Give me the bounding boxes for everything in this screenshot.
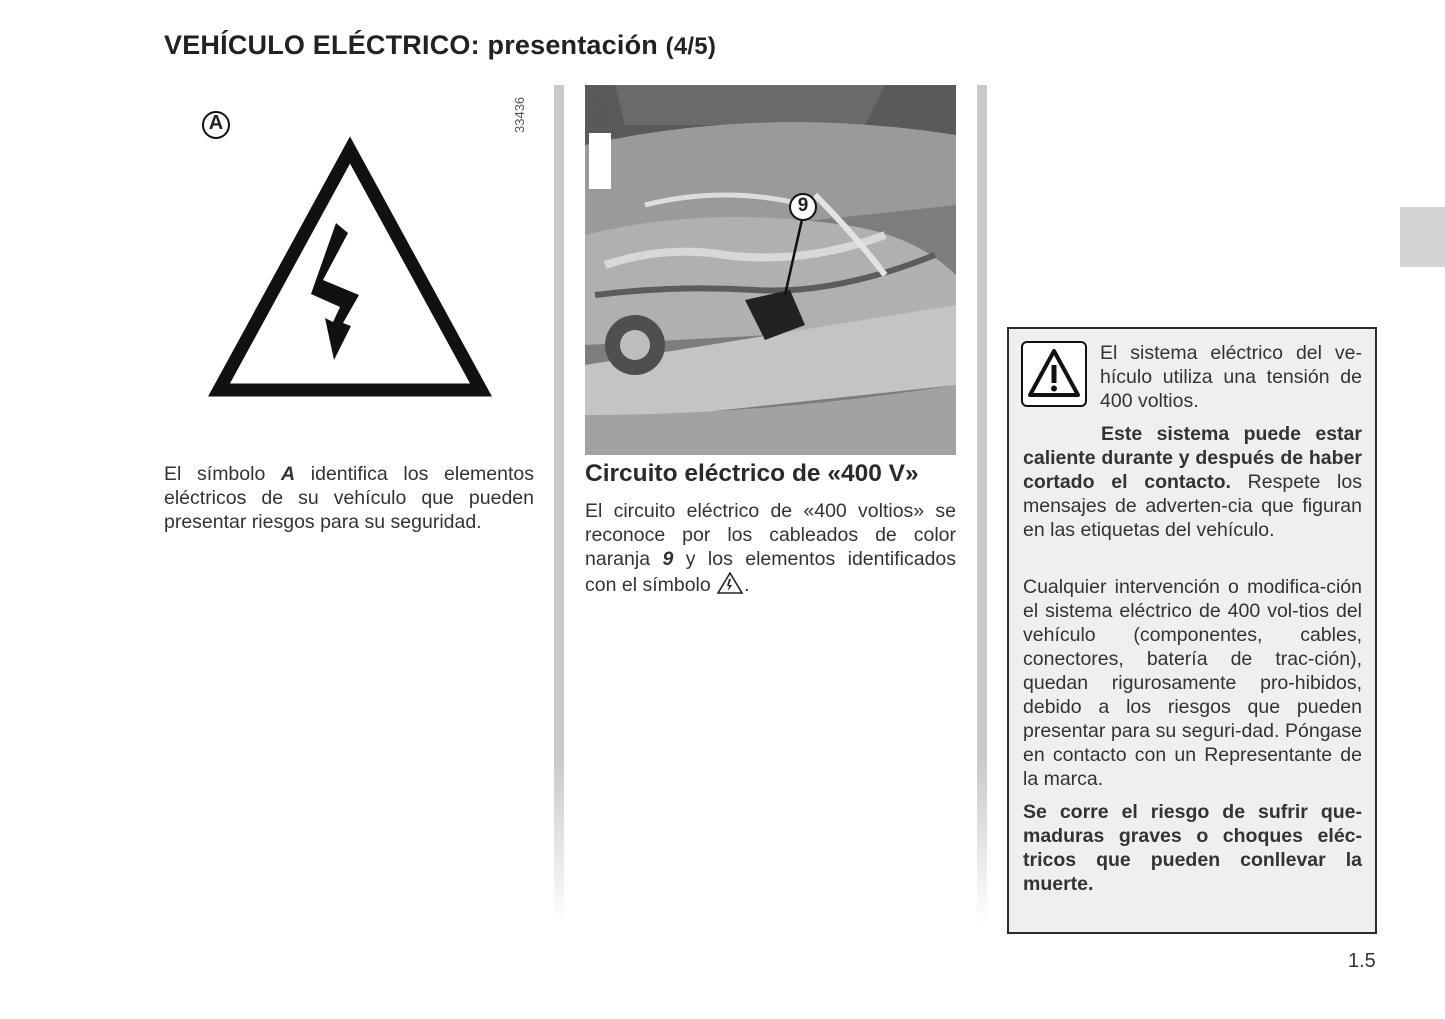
engine-photo-illustration	[585, 85, 956, 455]
warning-icon	[1023, 343, 1085, 405]
symbol-description-text-1: El símbolo	[164, 463, 281, 485]
figure-a	[164, 85, 539, 430]
circuit-description-text-1: El circuito eléctrico de «400 voltios» se reconoce por los cableados de color naranja	[585, 500, 956, 570]
column-divider-left	[554, 85, 564, 925]
photo-callout: 9	[797, 195, 809, 216]
circuit-description	[585, 499, 956, 597]
figure-a-ref-number: 33436	[512, 96, 527, 133]
warning-intro: El sistema eléctrico del ve-hículo utiliza una tensión de 400 voltios.	[1100, 342, 1362, 412]
circuit-description-text-2: y los elementos identificados con el símbolo	[585, 548, 957, 596]
high-voltage-warning-icon	[164, 85, 539, 430]
figure-a-label: A	[208, 112, 224, 134]
warning-box	[1007, 327, 1377, 934]
page-indicator: (4/5)	[665, 33, 717, 60]
callout-ref: 9	[662, 548, 674, 570]
column-divider-right	[977, 85, 987, 925]
warning-paragraph-2: Cualquier intervención o modifica-ción el sistema eléctrico de 400 vol-tios del vehículo (componentes, cables, conectores, batería de trac-ción), quedan rigurosamente pro-hibidos, debido a los riesgos que pueden presentar para su seguri-dad. Póngase en contacto con un Representante de la marca.	[1023, 576, 1362, 790]
engine-photo	[585, 85, 956, 455]
warning-bold-2: Se corre el riesgo de sufrir que-maduras graves o choques eléc-tricos que pueden conllevar la muerte.	[1023, 801, 1362, 895]
circuit-heading: Circuito eléctrico de «400 V»	[585, 460, 919, 487]
warning-bold-1: Este sistema puede estar caliente durante y después de haber cortado el contacto.	[1023, 423, 1362, 493]
high-voltage-symbol-icon	[716, 571, 744, 595]
symbol-description-text-2: identifica los elementos eléctricos de su vehículo que pueden presentar riesgos para su seguridad.	[164, 463, 534, 533]
symbol-description	[164, 462, 534, 534]
warning-paragraph-1-rest: Respete los mensajes de adverten-cia que figuran en las etiquetas del vehículo.	[1023, 471, 1362, 541]
photo-ref-number: 53159	[590, 96, 605, 133]
symbol-ref: A	[280, 463, 296, 485]
circuit-description-text-3: .	[744, 574, 750, 596]
warning-icon-frame	[1021, 341, 1087, 407]
photo-ref-box	[589, 133, 611, 189]
page-title	[164, 30, 716, 61]
chapter-tab	[1400, 207, 1445, 267]
warning-paragraph-1	[1023, 422, 1362, 542]
page-number: 1.5	[1348, 950, 1376, 972]
page-title-text: VEHÍCULO ELÉCTRICO: presentación	[164, 30, 658, 60]
